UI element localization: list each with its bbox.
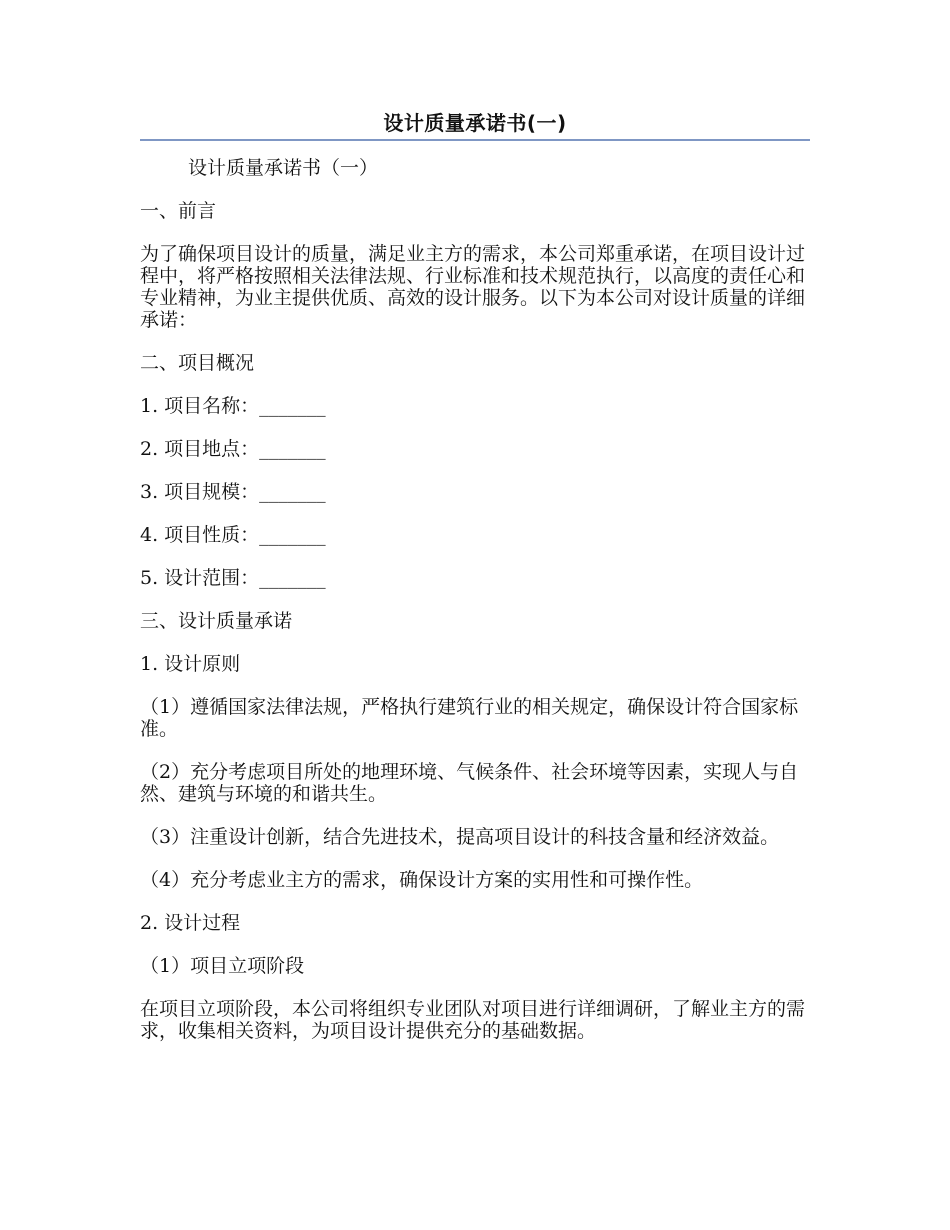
field-label: 4. 项目性质：: [140, 524, 260, 546]
initiation-paragraph: 在项目立项阶段，本公司将组织专业团队对项目进行详细调研，了解业主方的需求，收集相关资料，为项目设计提供充分的基础数据。: [140, 998, 806, 1042]
field-project-nature: [140, 524, 810, 546]
subsection-heading-principles: 1. 设计原则: [140, 653, 241, 675]
document-subtitle: 设计质量承诺书（一）: [188, 157, 379, 179]
principle-item: （4）充分考虑业主方的需求，确保设计方案的实用性和可操作性。: [140, 869, 704, 891]
field-blank: _______: [259, 524, 326, 546]
field-project-name: [140, 395, 810, 417]
field-label: 5. 设计范围：: [140, 567, 260, 589]
header-divider: [140, 139, 810, 141]
field-blank: _______: [259, 438, 326, 460]
field-label: 1. 项目名称：: [140, 395, 260, 417]
field-blank: _______: [259, 567, 326, 589]
principle-item: （3）注重设计创新，结合先进技术，提高项目设计的科技含量和经济效益。: [140, 826, 780, 848]
document-body: [140, 157, 810, 1063]
stage-heading-initiation: （1）项目立项阶段: [140, 955, 305, 977]
principle-item: （1）遵循国家法律法规，严格执行建筑行业的相关规定，确保设计符合国家标准。: [140, 696, 799, 740]
field-design-scope: [140, 567, 810, 589]
section-heading-preface: 一、前言: [140, 200, 217, 222]
page-header-title: 设计质量承诺书(一): [383, 111, 567, 135]
field-project-scale: [140, 481, 810, 503]
field-label: 2. 项目地点：: [140, 438, 260, 460]
field-blank: _______: [259, 395, 326, 417]
section-heading-quality-commitment: 三、设计质量承诺: [140, 610, 293, 632]
field-label: 3. 项目规模：: [140, 481, 260, 503]
field-blank: _______: [259, 481, 326, 503]
subsection-heading-process: 2. 设计过程: [140, 912, 241, 934]
section-heading-project-overview: 二、项目概况: [140, 352, 255, 374]
field-project-location: [140, 438, 810, 460]
principle-item: （2）充分考虑项目所处的地理环境、气候条件、社会环境等因素，实现人与自然、建筑与环境的和谐共生。: [140, 761, 799, 805]
preface-paragraph: 为了确保项目设计的质量，满足业主方的需求，本公司郑重承诺，在项目设计过程中，将严格按照相关法律法规、行业标准和技术规范执行，以高度的责任心和专业精神，为业主提供优质、高效的设计服务。以下为本公司对设计质量的详细承诺：: [140, 243, 806, 331]
